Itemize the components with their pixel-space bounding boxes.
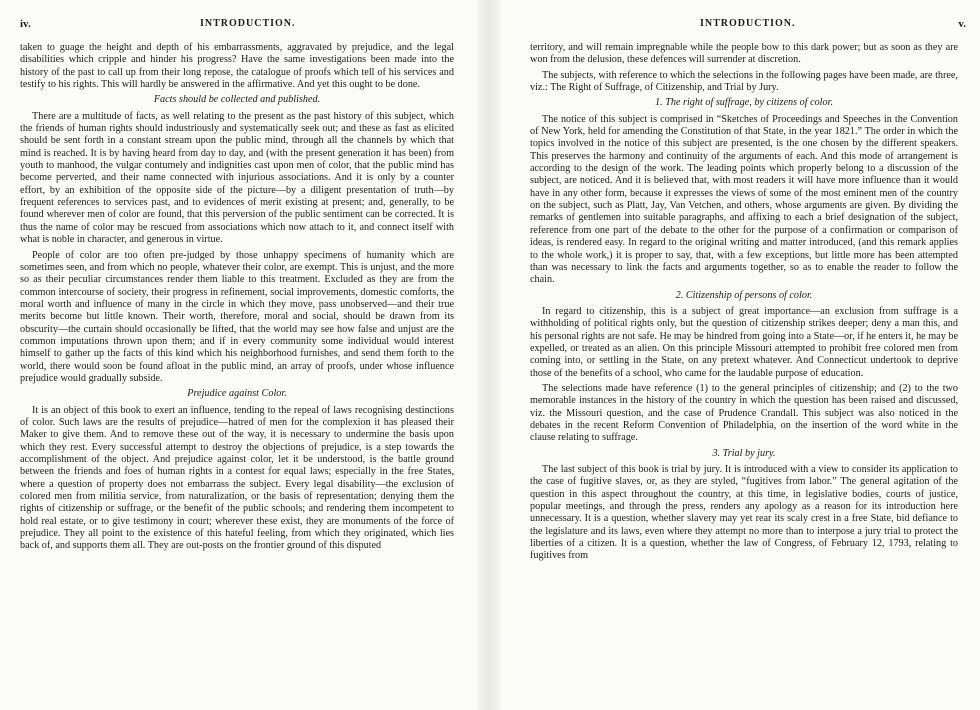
- page-number: iv.: [20, 18, 31, 30]
- running-head: INTRODUCTION.: [200, 18, 296, 29]
- right-page: [500, 0, 980, 710]
- paragraph: The last subject of this book is trial by jury. It is introduced with a view to consider its application to the case of fugitive slaves, or, as they are styled, “fugitives from labor.” The general agitation of the question in this aspect throughout the country, at this time, in legislative bodies, courts of justice, popular meetings, and through the press, renders any apology as a reason for its introduction here unnecessary. It is a question, whether slavery may yet rear its scaly crest in a free State, bid defiance to the legislature and its laws, even where they attempt no more than to interpose a jury trial to protect the liberties of a citizen. It is a question, whether the law of Congress, of February 12, 1793, relating to fugitives from: [530, 464, 958, 562]
- section-heading: 3. Trial by jury.: [712, 447, 776, 459]
- section-heading: 1. The right of suffrage, by citizens of color.: [655, 97, 833, 109]
- section-heading: 2. Citizenship of persons of color.: [675, 289, 813, 301]
- running-head: INTRODUCTION.: [700, 18, 796, 29]
- paragraph: In regard to citizenship, this is a subject of great importance—an exclusion from suffrage is a withholding of political rights only, but the question of citizenship strikes deeper; deny a man this, and his personal rights are not safe. He may be hindred from going into a State—or, if he enters it, he may be expelled, or treated as an alien. On this principle Missouri attempted to prohibit free colored men from coming into, or settling in the State, on any pretext whatever. And Connecticut undertook to deprive those of the benefits of a school, who came for the laudable purpose of education.: [530, 305, 958, 379]
- paragraph: People of color are too often pre-judged by those unhappy specimens of humanity which are sometimes seen, and from which no people, whatever their color, are exempt. This is unjust, and the more so as their peculiar circumstances render them liable to this treatment. Excluded as they are from the common intercourse of society, their progress in refinement, social improvements, domestic comforts, the moral worth and influence of many in the circle in which they move, pass unobserved—and their true merits become but little known. Their worth, therefore, moral and social, should be drawn from its obscurity—the curtain should occasionally be lifted, that the world may see how false and unjust are the common imputations thrown upon them; and if in every community some individual would interest himself to gather up the facts of this kind which his neighborhood furnishes, and send them forth to the world, there would soon be found afloat in the public mind, an array of proofs, under whose influence prejudice would gradually subside.: [20, 249, 454, 384]
- paragraph: taken to guage the height and depth of his embarrassments, aggravated by prejudice, and the legal disabilities which cripple and hinder his progress? Have the same investigations been made into the history of the past to call up from their long repose, the catalogue of proofs which tell of his services and testify to his rights. This will hardly be answered in the affirmative. And yet this ought to be done.: [20, 42, 454, 91]
- paragraph: territory, and will remain impregnable while the people bow to this dark power; but as soon as they are won from the delusion, these defences will surrender at discretion.: [530, 42, 958, 66]
- page-body: [530, 42, 958, 566]
- book-gutter: [478, 0, 500, 710]
- paragraph: It is an object of this book to exert an influence, tending to the repeal of laws recognising destinctions of color. Such laws are the results of prejudice—hatred of men for the complexion it has pleased their Maker to give them. And to remove these out of the way, it is necessary to undermine the basis upon which they rest. Every successful attempt to destroy the objections of prejudice, is a step towards the accomplishment of the object. And prejudice against color, let it be understood, is the battle ground between the friends and foes of human rights in a contest for equal laws; especially in the free States, where a question of property does not embarrass the subject. Every legal disability—the exclusion of colored men from militia service, from naturalization, or the basis of representation; denying them the rights of citizenship or suffrage, or the benefit of the public schools; and rendering them incompetent to hold real estate, or to give testimony in court; wherever these exist, they are monuments of the force of prejudice. They all point to the existence of this hateful feeling, from which they originated, which lies back of, and supports them all. They are out-posts on the frontier ground of this disputed: [20, 404, 454, 552]
- section-heading: Facts should be collected and published.: [153, 94, 321, 106]
- paragraph: There are a multitude of facts, as well relating to the present as the past history of this subject, which the friends of human rights should industriously and systematically seek out; and these as fast as elicited should be sent forth in a constant stream upon the public mind, through all the channels by which that mind is reached. It is by having heard from day to day, and (with the present generation it has been) from youth to manhood, the vulgar contumely and indignities cast upon men of color, that the public mind has become perverted, and their name connected with injurious associations. And it is only by a counter effort, by an exhibition of the opposite side of the picture—by a diligent presentation of truth—by frequent references to services past, and to evidences of merit existing at present; and, generally, to be found wherever men of color are found, that this perversion of the public sentiment can be corrected. It is thus the name of color may be rescued from associations which now attach to it, and connect itself with what is noble in character, and generous in virtue.: [20, 110, 454, 246]
- page-body: [20, 42, 454, 556]
- paragraph: The notice of this subject is comprised in “Sketches of Proceedings and Speeches in the Convention of New York, held for amending the Constitution of that State, in the year 1821.” The order in which the topics involved in the notice of this subject are presented, is the one chosen by the different speakers. This preserves the harmony and continuity of the arguments of each. And this mode of arrangement is according to the design of the work. The leading points which properly belong to a discussion of the subject, are noticed. And it is believed that, with most readers it will have more influence than it would have in any other form, because it expresses the views of some of the most eminent men of the country on the subject, such as Platt, Jay, Van Vetchen, and others, whose arguments are given. By dividing the remarks of gentlemen into suitable paragraphs, and affixing to each a brief designation of the subject, reference from one part of the debate to the other for the purpose of a confirmation or comparison of ideas, is rendered easy. In regard to the original writing and matter introduced, (and this remark applies to the whole work,) it is proper to say, that, with a few exceptions, but little more has been attempted than was necessary to link the facts and arguments together, so as to enable the reader to follow the chain.: [530, 113, 958, 286]
- paragraph: The selections made have reference (1) to the general principles of citizenship; and (2) to the two memorable instances in the history of the country in which the question has been raised and discussed, viz. the Missouri question, and the case of Prudence Crandall. This subject was also noticed in the debates in the recent Reform Convention of Philadelphia, on the insertion of the word white in the clause relating to suffrage.: [530, 382, 958, 444]
- page-number: v.: [958, 18, 966, 30]
- left-page: [0, 0, 478, 710]
- paragraph: The subjects, with reference to which the selections in the following pages have been made, are three, viz.: The Right of Suffrage, of Citizenship, and Trial by Jury.: [530, 69, 958, 94]
- section-heading: Prejudice against Color.: [187, 388, 287, 400]
